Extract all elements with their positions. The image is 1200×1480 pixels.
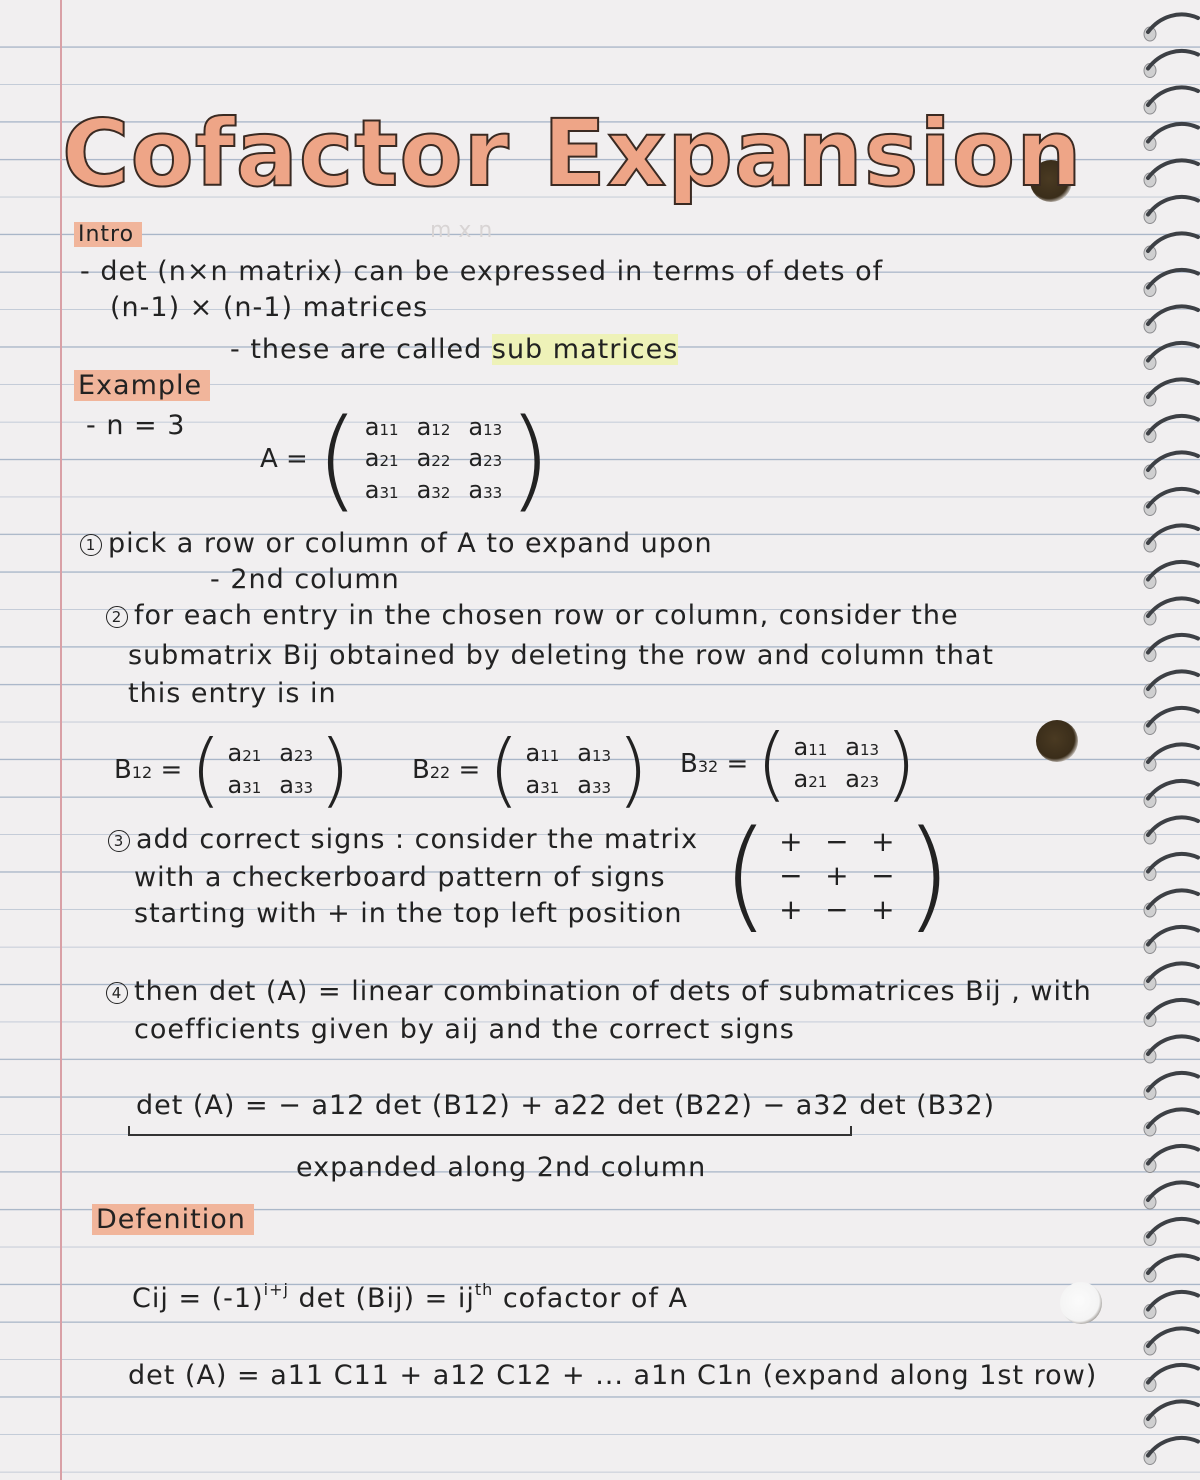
spiral-coil: [1148, 708, 1198, 726]
left-paren: (: [756, 717, 788, 810]
left-paren: (: [190, 723, 222, 816]
spiral-coil: [1148, 890, 1198, 908]
example-label: Example: [74, 372, 210, 399]
matrix-a: [260, 395, 552, 523]
page-title: Cofactor Expansion: [62, 100, 1083, 207]
submatrix-label: B32 =: [680, 749, 749, 779]
step-4-line: coefficients given by aij and the correct signs: [134, 1014, 795, 1045]
submatrix-grid: [787, 734, 885, 793]
sign-matrix: [722, 806, 952, 945]
matrix-entry: a33: [279, 771, 314, 799]
spiral-coil: [1148, 160, 1198, 178]
matrix-entry: a13: [577, 739, 612, 768]
cofactor-definition: Cij = $(-1)^{i+j}$ $\det (Bij) = ij^{th}$ cofactor of A: [132, 1280, 688, 1314]
sign-entry: +: [871, 824, 895, 858]
sign-entry: +: [871, 893, 895, 927]
spiral-coil: [1148, 379, 1198, 397]
matrix-entry: a32: [416, 475, 451, 504]
matrix-entry: a23: [468, 444, 503, 473]
spiral-coil: [1148, 1219, 1198, 1237]
step-2-line: submatrix Bij obtained by deleting the row and column that: [128, 640, 995, 671]
sign-matrix-grid: [769, 826, 905, 927]
left-paren: (: [315, 395, 359, 523]
submatrix-grid: [221, 740, 319, 799]
matrix-entry: a12: [416, 412, 451, 441]
matrix-entry: a13: [468, 412, 503, 441]
step-3-line: starting with + in the top left position: [134, 898, 683, 929]
spiral-coil: [1148, 270, 1198, 288]
matrix-entry: a31: [364, 475, 399, 504]
sign-entry: +: [825, 858, 849, 892]
matrix-a-label: A =: [260, 444, 308, 474]
left-paren: (: [722, 806, 769, 945]
expansion-note: expanded along 2nd column: [296, 1152, 707, 1183]
spiral-coil: [1148, 197, 1198, 215]
sign-entry: −: [825, 893, 849, 927]
spiral-coil: [1148, 671, 1198, 689]
spiral-coil: [1148, 817, 1198, 835]
spiral-coil: [1148, 14, 1198, 32]
spiral-coil: [1148, 744, 1198, 762]
right-paren: ): [508, 395, 552, 523]
expansion-formula: det (A) = − a12 det (B12) + a22 det (B22) − a32 det (B32): [136, 1090, 996, 1121]
step-2: 2 for each entry in the chosen row or column, consider the: [106, 602, 959, 629]
matrix-entry: a11: [364, 412, 399, 441]
definition-label: Defenition: [92, 1206, 254, 1233]
spiral-coil: [1148, 233, 1198, 251]
spiral-binding: [1140, 0, 1200, 1480]
spiral-coil: [1148, 1401, 1198, 1419]
matrix-entry: a31: [227, 771, 262, 799]
spiral-coil: [1148, 87, 1198, 105]
sign-entry: +: [779, 893, 803, 927]
sign-entry: −: [779, 858, 803, 892]
underbrace: [128, 1126, 852, 1136]
step-1: 1 pick a row or column of A to expand upon: [80, 530, 713, 557]
right-paren: ): [904, 806, 952, 945]
step-3-line: with a checkerboard pattern of signs: [134, 862, 666, 893]
right-paren: ): [885, 717, 917, 810]
spiral-coil: [1148, 598, 1198, 616]
matrix-entry: a13: [845, 733, 880, 762]
spiral-coil: [1148, 452, 1198, 470]
margin-line: [60, 0, 62, 1480]
spiral-coil: [1148, 1438, 1198, 1456]
spiral-coil: [1148, 343, 1198, 361]
spiral-coil: [1148, 416, 1198, 434]
submatrix-b22: [412, 723, 649, 816]
matrix-entry: a21: [364, 444, 399, 473]
matrix-entry: a22: [416, 444, 451, 473]
spiral-coil: [1148, 1146, 1198, 1164]
spiral-coil: [1148, 124, 1198, 142]
spiral-coil: [1148, 1328, 1198, 1346]
matrix-entry: a11: [793, 733, 828, 762]
intro-line: - these are called sub matrices: [230, 334, 679, 365]
spiral-coil: [1148, 489, 1198, 507]
matrix-entry: a31: [525, 771, 560, 799]
right-paren: ): [319, 723, 351, 816]
spiral-coil: [1148, 927, 1198, 945]
spiral-coil: [1148, 635, 1198, 653]
matrix-entry: a21: [793, 765, 828, 793]
sign-entry: −: [871, 858, 895, 892]
matrix-a-grid: [359, 414, 508, 505]
submatrix-label: B22 =: [412, 755, 481, 785]
spiral-coil: [1148, 1255, 1198, 1273]
spiral-coil: [1148, 1365, 1198, 1383]
intro-label: Intro: [74, 224, 142, 246]
submatrix-b12: [114, 723, 351, 816]
spiral-coil: [1148, 51, 1198, 69]
punch-hole: [1036, 720, 1078, 762]
matrix-entry: a33: [468, 475, 503, 504]
spiral-coil: [1148, 1000, 1198, 1018]
spiral-coil: [1148, 1182, 1198, 1200]
step-3: 3 add correct signs : consider the matrix: [108, 826, 698, 853]
spiral-coil: [1148, 963, 1198, 981]
example-n: - n = 3: [86, 410, 186, 441]
spiral-coil: [1148, 1073, 1198, 1091]
spiral-coil: [1148, 562, 1198, 580]
intro-line: - det (n×n matrix) can be expressed in terms of dets of: [80, 256, 884, 287]
spiral-coil: [1148, 1109, 1198, 1127]
spiral-coil: [1148, 1292, 1198, 1310]
spiral-coil: [1148, 781, 1198, 799]
matrix-entry: a21: [227, 739, 262, 768]
bleed-through-mark: m x n: [430, 218, 493, 243]
spiral-coil: [1148, 525, 1198, 543]
left-paren: (: [488, 723, 520, 816]
punch-hole: [1060, 1282, 1102, 1324]
right-paren: ): [617, 723, 649, 816]
sign-entry: −: [825, 824, 849, 858]
det-expansion-row: det (A) = a11 C11 + a12 C12 + ... a1n C1n (expand along 1st row): [128, 1360, 1098, 1391]
matrix-entry: a11: [525, 739, 560, 768]
step-2-line: this entry is in: [128, 678, 337, 709]
spiral-coil: [1148, 854, 1198, 872]
sign-entry: +: [779, 824, 803, 858]
submatrix-b32: [680, 717, 917, 810]
submatrix-label: B12 =: [114, 755, 183, 785]
step-1-sub: - 2nd column: [210, 564, 400, 595]
intro-line: (n-1) × (n-1) matrices: [110, 292, 429, 323]
spiral-coil: [1148, 1036, 1198, 1054]
step-4: 4 then det (A) = linear combination of dets of submatrices Bij , with: [106, 978, 1092, 1005]
spiral-coil: [1148, 306, 1198, 324]
submatrix-grid: [519, 740, 617, 799]
matrix-entry: a23: [845, 765, 880, 793]
matrix-entry: a23: [279, 739, 314, 768]
matrix-entry: a33: [577, 771, 612, 799]
